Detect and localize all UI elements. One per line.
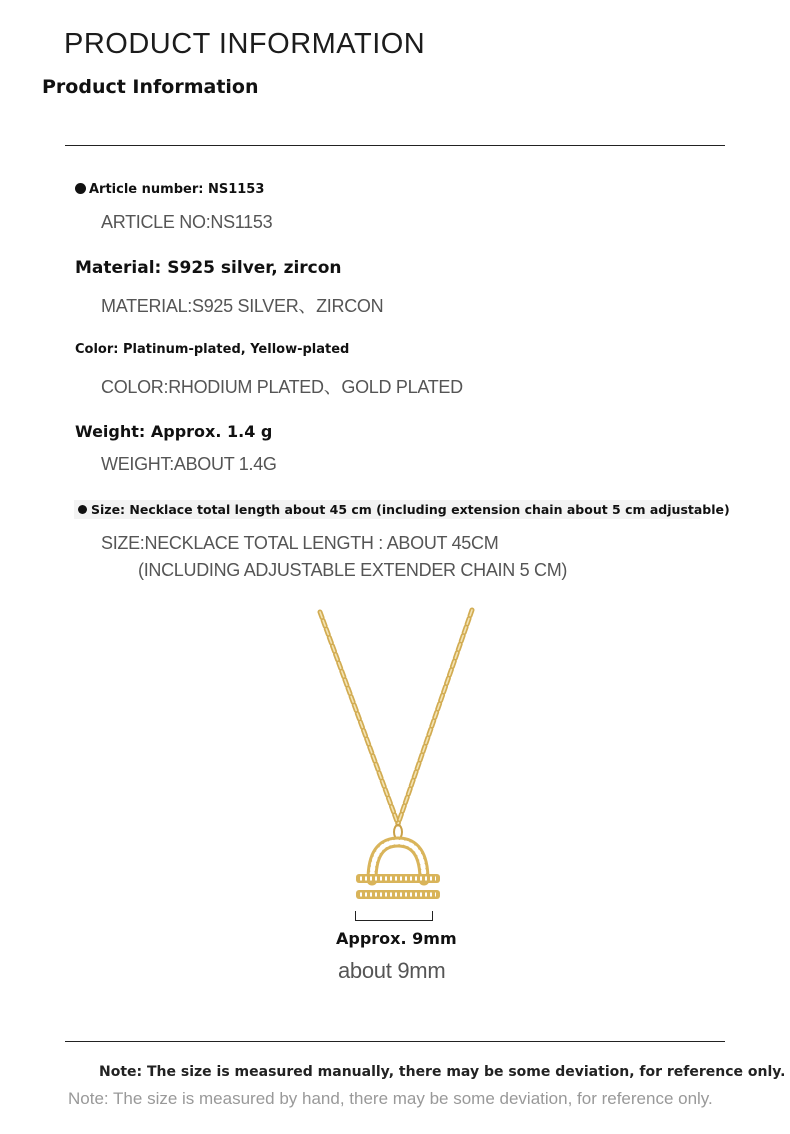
spec-material-en: Material: S925 silver, zircon bbox=[75, 258, 342, 278]
spec-color-en: Color: Platinum-plated, Yellow-plated bbox=[75, 342, 350, 357]
bullet-icon bbox=[78, 505, 87, 514]
bottom-divider bbox=[65, 1041, 725, 1042]
page-title: PRODUCT INFORMATION bbox=[64, 28, 426, 60]
measure-bracket bbox=[355, 911, 433, 921]
spec-weight-cn: WEIGHT:ABOUT 1.4G bbox=[101, 454, 277, 474]
spec-size-cn-line1: SIZE:NECKLACE TOTAL LENGTH : ABOUT 45CM bbox=[101, 533, 499, 553]
section-subtitle: Product Information bbox=[42, 76, 259, 98]
spec-article-en: Article number: NS1153 bbox=[75, 182, 264, 197]
top-divider bbox=[65, 145, 725, 146]
bullet-icon bbox=[75, 183, 86, 194]
spec-material-cn: MATERIAL:S925 SILVER、ZIRCON bbox=[101, 296, 384, 316]
measure-label-cn: about 9mm bbox=[338, 958, 446, 983]
note-en: Note: The size is measured manually, there may be some deviation, for reference only. bbox=[99, 1064, 786, 1080]
libra-necklace-icon bbox=[300, 592, 490, 912]
note-cn: Note: The size is measured by hand, there may be some deviation, for reference only. bbox=[68, 1089, 713, 1108]
spec-article-cn: ARTICLE NO:NS1153 bbox=[101, 212, 273, 232]
spec-color-cn: COLOR:RHODIUM PLATED、GOLD PLATED bbox=[101, 377, 463, 397]
spec-size-cn-line2: (INCLUDING ADJUSTABLE EXTENDER CHAIN 5 CM) bbox=[138, 560, 568, 580]
spec-weight-en: Weight: Approx. 1.4 g bbox=[75, 422, 273, 441]
spec-size-en: Size: Necklace total length about 45 cm (including extension chain about 5 cm adjustable) bbox=[74, 500, 700, 519]
measure-label-en: Approx. 9mm bbox=[336, 929, 457, 948]
